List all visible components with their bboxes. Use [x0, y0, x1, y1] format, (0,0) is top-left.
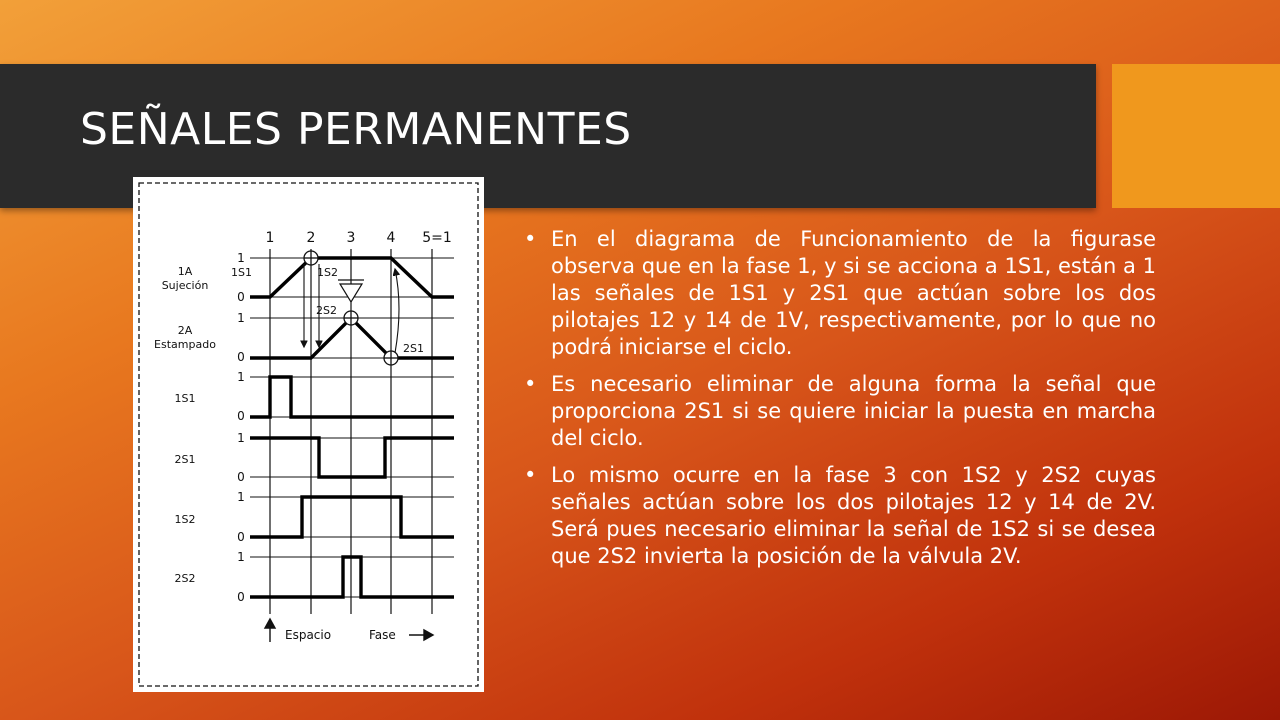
level-1a-low: 0 — [237, 290, 245, 304]
switch-circle-1s2 — [304, 251, 318, 265]
bullet-text: Es necesario eliminar de alguna forma la señal que proporciona 2S1 si se quiere iniciar la puesta en marcha del ciclo. — [551, 372, 1156, 450]
phase-label-3: 3 — [346, 230, 356, 246]
row-label-1a: 1A — [177, 265, 193, 278]
phase-label-4: 4 — [386, 230, 396, 246]
bullet-text: Lo mismo ocurre en la fase 3 con 1S2 y 2S2 cuyas señales actúan sobre los dos pilotajes 12 y 14 de 2V. Será pues necesario eliminar la señal de 1S2 si se desea que 2S2 invierta la posición de la válvula 2V. — [551, 463, 1156, 568]
level-1s1-low: 0 — [237, 409, 245, 423]
bullet-text: En el diagrama de Funcionamiento de la figurase observa que en la fase 1, y si se acciona a 1S1, están a 1 las señales de 1S1 y 2S1 que actúan sobre los dos pilotajes 12 y 14 de 1V, respectivamente, por lo que no podrá iniciarse el ciclo. — [551, 227, 1156, 359]
row-label-2a: 2A — [177, 324, 193, 337]
bullet-item — [524, 462, 1156, 570]
phase-label-1: 1 — [265, 230, 275, 246]
level-1s1-high: 1 — [237, 370, 245, 384]
row-label-1s1: 1S1 — [174, 392, 196, 405]
row-label-1a-sub: Sujeción — [161, 279, 209, 292]
row-label-1s2: 1S2 — [174, 513, 196, 526]
row-label-2s2: 2S2 — [174, 572, 196, 585]
function-diagram — [133, 177, 484, 692]
arrow-2s1-to-1a — [395, 269, 399, 353]
bullet-item — [524, 226, 1156, 361]
slide-title: SEÑALES PERMANENTES — [80, 104, 632, 155]
level-2s2-low: 0 — [237, 590, 245, 604]
triangle-marker — [340, 284, 362, 302]
trace-1s2 — [250, 497, 454, 537]
annotation-1s1: 1S1 — [231, 266, 252, 279]
space-arrow-head — [265, 619, 275, 628]
switch-circle-2s1 — [384, 351, 398, 365]
annotation-2s2: 2S2 — [316, 304, 337, 317]
phase-label-5: 5=1 — [422, 230, 452, 246]
row-label-2s1: 2S1 — [174, 453, 196, 466]
trace-2s1 — [250, 438, 454, 477]
level-2a-high: 1 — [237, 311, 245, 325]
bullet-dot: • — [524, 227, 537, 251]
row-label-2a-sub: Estampado — [154, 338, 216, 351]
accent-box — [1112, 64, 1280, 208]
bullet-item — [524, 371, 1156, 452]
level-2s1-high: 1 — [237, 431, 245, 445]
bullet-dot: • — [524, 372, 537, 396]
phase-arrow-head — [424, 630, 433, 640]
level-2a-low: 0 — [237, 350, 245, 364]
trace-1s1 — [250, 377, 454, 417]
level-2s2-high: 1 — [237, 550, 245, 564]
bullet-dot: • — [524, 463, 537, 487]
phase-label: Fase — [369, 628, 396, 642]
level-1s2-high: 1 — [237, 490, 245, 504]
level-1s2-low: 0 — [237, 530, 245, 544]
level-1a-high: 1 — [237, 251, 245, 265]
level-2s1-low: 0 — [237, 470, 245, 484]
bullet-list — [524, 226, 1156, 580]
annotation-2s1: 2S1 — [403, 342, 424, 355]
switch-circle-2s2 — [344, 311, 358, 325]
annotation-1s2: 1S2 — [317, 266, 338, 279]
trace-2s2 — [250, 557, 454, 597]
phase-label-2: 2 — [306, 230, 316, 246]
space-label: Espacio — [285, 628, 332, 642]
